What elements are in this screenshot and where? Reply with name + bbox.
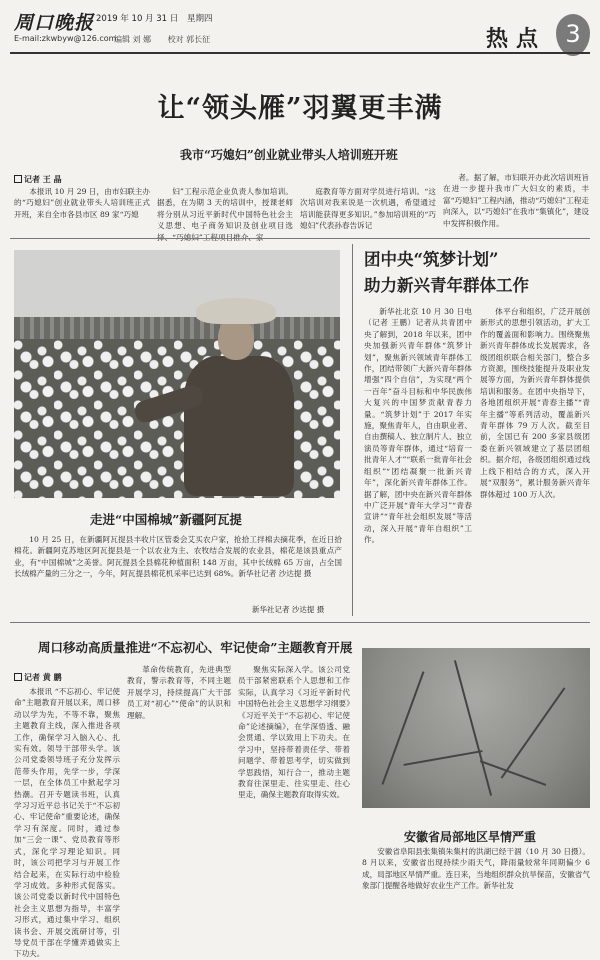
tzy-title-line1: 团中央“筑梦计划” bbox=[364, 250, 499, 269]
cotton-photo-credit: 新华社记者 沙达提 摄 bbox=[252, 605, 325, 614]
zhoukou-column-2: 革命传统教育，先进典型教育，警示教育等，不同主题开展学习，持续提高广大干部员工对“初心”“使命”的认识和理解。 bbox=[127, 665, 231, 720]
tzy-title-line2: 助力新兴青年群体工作 bbox=[364, 276, 529, 295]
tzy-column-2: 体平台和组织，广泛开展创新形式的思想引领活动，扩大工作的覆盖面和影响力。围绕聚焦新兴青年群体成长发展需求，各级团组织联合相关部门，整合多方资源，围绕技能提升及职业发展等方面，为新兴青年群体提供培训和服务。在团中央指导下，各地团组织开展“青春主播”“青年主播”等系列活动，覆盖新兴青年群体 79 万人次。截至目前，全国已有 200 多家县级团委在新兴领域建立了基层团组织。据介绍，各级团组织通过线上线下相结合的方式，深入开展“双服务”，累计服务新兴青年群体超过 100 万人次。 bbox=[480, 307, 590, 499]
masthead bbox=[0, 0, 600, 58]
cotton-caption-text: 10 月 25 日，在新疆阿瓦提县丰收片区管委会艾买农户家，抢拾工拌棉去摘花季，在近日拾棉花。新疆阿克苏地区阿瓦提县是一个以农业为主、农牧结合发展的农业县，棉花是该县重点产业，有“中国棉城”之美誉。阿瓦提县全县棉花种植面积 148 万亩，其中长绒棉 65 万亩，占全国长绒棉产量的三分之一，今年，阿瓦提县棉花机采率已达到 68%。新华社记者 沙达提 摄 bbox=[14, 535, 342, 579]
editor-credits bbox=[114, 34, 224, 45]
lead-subheadline: 我市“巧媳妇”创业就业带头人培训班开班 bbox=[180, 148, 398, 162]
cotton-picker-figure bbox=[164, 298, 304, 498]
lead-column-4: 者。据了解，市妇联开办此次培训班旨在进一步提升我市广大妇女的素质，丰富“巧媳妇”工程内涵，推动“巧媳妇”工程走向深入，以“巧媳妇”在我市“集镇化”，建设中发挥积极作用。 bbox=[443, 173, 589, 228]
lead-column-2: 妇”工程示范企业负责人参加培训。据悉，在为期 3 天的培训中，授课老师将分别从习近平新时代中国特色社会主义思想、电子商务知识及创业项目选 bbox=[157, 187, 293, 231]
section-title: 热点 bbox=[486, 26, 547, 52]
mid-divider bbox=[10, 622, 590, 623]
zhoukou-column-3: 聚焦实际深入学。该公司党员干部紧密联系个人思想和工作实际，认真学习《习近平新时代中国特色社会主义思想学习纲要》《习近平关于“不忘初心、牢记使命”论述摘编》，在学深悟透、融会贯通、学以致用上下功夫。在学习中，坚持带着责任学、带着问题学、带着思考学，切实做到学思践悟，知行合一，推动主题教育往深里走、往实里走、往心里走，确保主题教育取得实效。 bbox=[238, 665, 350, 800]
newspaper-logo: 周口晚报 bbox=[14, 12, 95, 34]
page-number-badge: 3 bbox=[556, 14, 590, 56]
issue-weekday: 星期四 bbox=[186, 14, 213, 24]
issue-date: 2019 年 10 月 31 日 bbox=[96, 14, 179, 24]
tzy-column-1: 新华社北京 10 月 30 日电（记者 王鹏）记者从共青团中央了解到，2018 年以来，团中央加强新兴青年群体“筑梦计划”，聚焦新兴领域青年群体工作，团结带领广大新兴青年群体增强“四个自信”，为实现“两个一百年”奋斗目标和中华民族伟大复兴的中国梦贡献青春力量。“筑梦计划”于 2017 年实施，聚焦青年人，自由职业者、自由撰稿人、独立制片人、独立演员等青年群体，通过“培育一批青年人才”“联系一批青年社会组织”“团结凝聚一批新兴青年”，深化新兴青年群体工作。据了解，团中央在新兴青年群体中广泛开展“青年大学习”“青春宣讲”“青年社会组织发展”等活动，深入开展“青年自组织”工作。 bbox=[364, 307, 472, 545]
column-divider bbox=[352, 244, 353, 616]
dateline bbox=[96, 12, 219, 24]
zhoukou-headline: 周口移动高质量推进“不忘初心、牢记使命”主题教育开展 bbox=[38, 640, 353, 655]
lead-byline: 记者 王 晶 bbox=[14, 174, 62, 185]
newspaper-email[interactable]: E-mail:zkwbyw@126.com bbox=[14, 34, 117, 43]
cotton-caption-title: 走进“中国棉城”新疆阿瓦提 bbox=[90, 512, 242, 527]
zhoukou-column-1: 本报讯 “不忘初心、牢记使命”主题教育开展以来，周口移动以学为先，不等不靠，聚焦主题教育主线，深入推进各项工作，确保学习入脑入心、扎实有效。领导干部带头学。该公司党委领导班子充分发挥示范带头作用，先学一步，学深一层，在全体员工中掀起学习热潮。召开专题读书班，认真学习习近平总书记关于“不忘初心、牢记使命”重要论述，确保学习有深度。同时，通过参加“三会一课”、党员教育等形式，深化学习理论知识。同时，该公司把学习与开展工作结合起来，在实际行动中检验学习成效。多种形式促落实。该公司党委以新时代中国特色社会主义思想为指导，丰富学习形式，通过集中学习、组织读书会、开展交流研讨等，引导党员干部在学懂弄通做实上下功夫。 bbox=[14, 687, 120, 959]
anhui-headline: 安徽省局部地区旱情严重 bbox=[404, 830, 537, 844]
proof-label: 校对 郭长征 bbox=[167, 35, 211, 44]
drought-photo bbox=[362, 648, 590, 808]
zhoukou-byline: 记者 黄 鹏 bbox=[14, 672, 62, 683]
lead-column-3: 庭教育等方面对学员进行培训。“这次培训对我来说是一次机遇，希望通过培训能获得更多知识。”参加培训班的“巧媳妇”代表孙春告诉记 bbox=[300, 187, 436, 231]
anhui-caption: 安徽省阜阳县张集镇朱集村的洪湖已经干涸（10 月 30 日摄）。8 月以来，安徽省出现持续少雨天气，降雨量较常年同期偏少 6 成，局部地区旱情严重。连日来，当地组织群众抗旱保苗，安徽省气象部门提醒各地做好农业生产工作。新华社发 bbox=[362, 847, 590, 891]
lead-divider bbox=[10, 238, 590, 239]
masthead-divider bbox=[10, 52, 590, 54]
lead-headline: 让“领头雁”羽翼更丰满 bbox=[157, 93, 443, 124]
cotton-field-photo bbox=[14, 250, 340, 498]
lead-column-1: 本报讯 10 月 29 日，由市妇联主办的“巧媳妇”创业就业带头人培训班正式开班，来自全市各县市区 89 家“巧媳 bbox=[14, 187, 150, 219]
editor-label: 编辑 刘 娜 bbox=[114, 35, 152, 44]
